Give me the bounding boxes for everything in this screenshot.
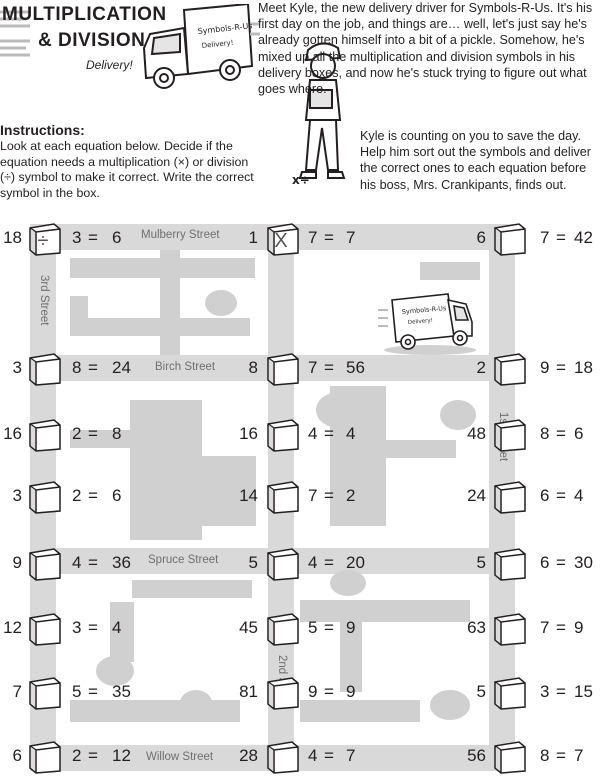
equals-sign: = <box>556 228 566 247</box>
result: 7 <box>574 746 584 765</box>
first-operand: 16 <box>3 424 22 443</box>
first-operand: 16 <box>239 424 258 443</box>
result: 6 <box>112 486 122 505</box>
equals-sign: = <box>88 682 98 701</box>
answer-symbol <box>496 229 520 253</box>
second-operand: 7 <box>308 358 318 377</box>
first-operand: 28 <box>239 746 258 765</box>
first-operand: 2 <box>476 358 486 377</box>
equals-sign: = <box>324 553 334 572</box>
result: 2 <box>346 486 356 505</box>
title-subtitle: Delivery! <box>86 58 133 72</box>
equation-row <box>0 352 600 384</box>
equals-sign: = <box>556 553 566 572</box>
second-operand: 5 <box>72 682 82 701</box>
equation-row <box>0 480 600 512</box>
first-operand: 81 <box>239 682 258 701</box>
result: 20 <box>346 553 365 572</box>
second-operand: 7 <box>308 486 318 505</box>
equals-sign: = <box>88 424 98 443</box>
result: 36 <box>112 553 131 572</box>
equals-sign: = <box>324 682 334 701</box>
answer-symbol <box>496 487 520 511</box>
first-operand: 14 <box>239 486 258 505</box>
second-operand: 2 <box>72 486 82 505</box>
street-label-mulberry: Mulberry Street <box>141 229 220 241</box>
first-operand: 1 <box>248 228 258 247</box>
answer-box[interactable] <box>491 610 527 646</box>
second-operand: 7 <box>540 228 550 247</box>
result: 30 <box>574 553 593 572</box>
result: 12 <box>112 746 131 765</box>
first-operand: 56 <box>467 746 486 765</box>
answer-box[interactable] <box>491 738 527 774</box>
answer-symbol <box>496 683 520 707</box>
equals-sign: = <box>324 424 334 443</box>
street-label-spruce: Spruce Street <box>148 554 219 566</box>
result: 6 <box>574 424 584 443</box>
second-operand: 4 <box>72 553 82 572</box>
second-operand: 2 <box>72 424 82 443</box>
equals-sign: = <box>88 358 98 377</box>
delivery-truck-illustration <box>130 4 260 96</box>
second-operand: 8 <box>540 424 550 443</box>
equation-row <box>0 222 600 254</box>
result: 42 <box>574 228 593 247</box>
truck-logo-text-1: Symbols-R-Us <box>197 21 253 36</box>
first-operand: 48 <box>467 424 486 443</box>
street-label-third: 3rd Street <box>38 275 50 326</box>
street-label-willow: Willow Street <box>146 751 214 763</box>
title-line-2: & DIVISION <box>38 30 146 51</box>
title-line-1: MULTIPLICATION <box>2 4 167 25</box>
second-operand: 3 <box>540 682 550 701</box>
story-paragraph-1: Meet Kyle, the new delivery driver for Symbols-R-Us. It's his first day on the job, and things are… well, let's just say he's already gotten himself into a bit of a pickle. Somehow, he's mixed up all the multiplication and division symbols in his delivery boxes, and now he's stuck trying to figure out what goes where. <box>258 1 593 97</box>
equals-sign: = <box>88 618 98 637</box>
map-truck-logo-text-2: Delivery! <box>407 317 434 326</box>
tree-cluster <box>205 290 237 316</box>
map-block <box>420 262 480 280</box>
story-paragraph-2: Kyle is counting on you to save the day. Help him sort out the symbols and deliver the correct ones to each equation before his boss, Mrs. Crankipants, finds out. <box>360 129 591 192</box>
result: 9 <box>346 682 356 701</box>
equals-sign: = <box>556 618 566 637</box>
result: 7 <box>346 746 356 765</box>
first-operand: 9 <box>12 553 22 572</box>
instructions-body: Look at each equation below. Decide if the equation needs a multiplication (×) or division (÷) symbol to make it correct. Write the correct symbol in the box. <box>0 139 254 200</box>
equation-row <box>0 418 600 450</box>
equals-sign: = <box>324 486 334 505</box>
answer-box[interactable] <box>491 674 527 710</box>
second-operand: 9 <box>308 682 318 701</box>
answer-symbol <box>496 747 520 771</box>
second-operand: 2 <box>72 746 82 765</box>
equals-sign: = <box>556 358 566 377</box>
result: 4 <box>346 424 356 443</box>
second-operand: 5 <box>308 618 318 637</box>
second-operand: 4 <box>308 424 318 443</box>
result: 24 <box>112 358 131 377</box>
answer-box[interactable] <box>491 545 527 581</box>
second-operand: 9 <box>540 358 550 377</box>
second-operand: 3 <box>72 618 82 637</box>
answer-symbol: X <box>274 230 288 252</box>
svg-text:x÷: x÷ <box>292 173 310 187</box>
second-operand: 7 <box>308 228 318 247</box>
first-operand: 5 <box>476 553 486 572</box>
first-operand: 3 <box>12 358 22 377</box>
first-operand: 63 <box>467 618 486 637</box>
equals-sign: = <box>88 486 98 505</box>
answer-symbol <box>496 359 520 383</box>
result: 4 <box>112 618 122 637</box>
second-operand: 6 <box>540 553 550 572</box>
equals-sign: = <box>556 424 566 443</box>
map-block <box>132 580 252 598</box>
first-operand: 6 <box>12 746 22 765</box>
result: 6 <box>112 228 122 247</box>
result: 8 <box>112 424 122 443</box>
result: 56 <box>346 358 365 377</box>
first-operand: 18 <box>3 228 22 247</box>
second-operand: 7 <box>540 618 550 637</box>
answer-symbol: ÷ <box>37 230 49 252</box>
first-operand: 12 <box>3 618 22 637</box>
equation-row <box>0 547 600 579</box>
first-operand: 45 <box>239 618 258 637</box>
map-block <box>70 258 160 278</box>
equals-sign: = <box>88 746 98 765</box>
answer-box[interactable] <box>491 350 527 386</box>
second-operand: 3 <box>72 228 82 247</box>
equation-row <box>0 676 600 708</box>
equals-sign: = <box>88 228 98 247</box>
equals-sign: = <box>324 746 334 765</box>
map-truck-logo-text-1: Symbols-R-Us <box>401 304 447 316</box>
equals-sign: = <box>556 746 566 765</box>
equals-sign: = <box>556 682 566 701</box>
second-operand: 6 <box>540 486 550 505</box>
instructions-heading: Instructions: <box>0 122 85 138</box>
equals-sign: = <box>324 228 334 247</box>
equals-sign: = <box>324 618 334 637</box>
first-operand: 3 <box>12 486 22 505</box>
second-operand: 8 <box>540 746 550 765</box>
second-operand: 8 <box>72 358 82 377</box>
equals-sign: = <box>556 486 566 505</box>
street-label-birch: Birch Street <box>155 361 216 373</box>
first-operand: 8 <box>248 358 258 377</box>
answer-symbol <box>496 619 520 643</box>
result: 15 <box>574 682 593 701</box>
equals-sign: = <box>88 553 98 572</box>
equation-row <box>0 740 600 772</box>
first-operand: 5 <box>248 553 258 572</box>
first-operand: 24 <box>467 486 486 505</box>
result: 4 <box>574 486 584 505</box>
answer-box[interactable] <box>491 478 527 514</box>
truck-logo-text-2: Delivery! <box>201 38 234 50</box>
answer-symbol <box>496 425 520 449</box>
first-operand: 6 <box>476 228 486 247</box>
result: 7 <box>346 228 356 247</box>
map-block <box>175 258 255 278</box>
result: 9 <box>574 618 584 637</box>
first-operand: 5 <box>476 682 486 701</box>
equals-sign: = <box>324 358 334 377</box>
second-operand: 4 <box>308 746 318 765</box>
result: 9 <box>346 618 356 637</box>
answer-symbol <box>496 554 520 578</box>
first-operand: 7 <box>12 682 22 701</box>
answer-box[interactable] <box>491 220 527 256</box>
result: 35 <box>112 682 131 701</box>
result: 18 <box>574 358 593 377</box>
answer-box[interactable] <box>491 416 527 452</box>
map-block <box>70 318 250 336</box>
second-operand: 4 <box>308 553 318 572</box>
equation-row <box>0 612 600 644</box>
map-delivery-truck-illustration <box>378 290 478 356</box>
